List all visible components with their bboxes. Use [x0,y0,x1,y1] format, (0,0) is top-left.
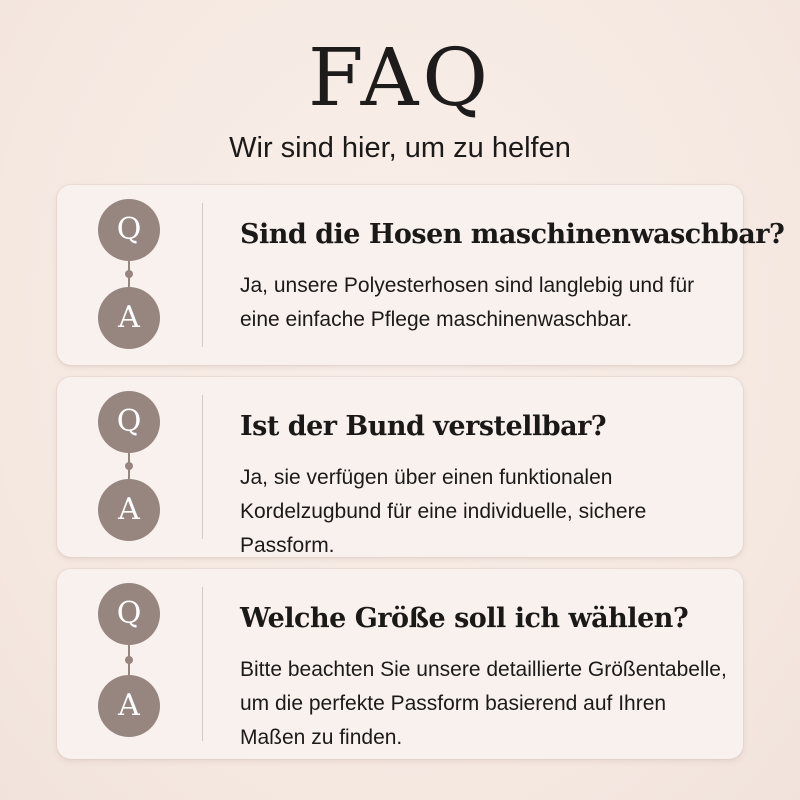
qa-marker [98,185,160,365]
question-badge: Q [98,199,160,261]
faq-question: Welche Größe soll ich wählen? [240,603,689,634]
card-divider [202,587,203,741]
answer-badge: A [98,479,160,541]
card-divider [202,203,203,347]
faq-answer: Ja, unsere Polyesterhosen sind langlebig und für eine einfache Pflege maschinenwaschbar. [240,274,695,331]
faq-item-1[interactable] [57,185,785,365]
faq-question: Sind die Hosen maschinenwaschbar? [240,219,785,250]
connector-line [128,645,130,675]
faq-answer: Ja, sie verfügen über einen funktionalen Kordelzugbund für eine individuelle, sichere Passform. [240,466,647,557]
card-divider [202,395,203,539]
faq-answer: Bitte beachten Sie unsere detaillierte Größentabelle, um die perfekte Passform basierend auf Ihren Maßen zu finden. [240,658,727,749]
faq-item-2[interactable] [57,377,743,557]
question-badge: Q [98,391,160,453]
question-badge: Q [98,583,160,645]
page-subtitle: Wir sind hier, um zu helfen [229,132,571,164]
connector-line [128,261,130,287]
faq-question: Ist der Bund verstellbar? [240,411,607,442]
answer-badge: A [98,675,160,737]
answer-badge: A [98,287,160,349]
page-title: FAQ [308,31,492,124]
qa-marker [98,569,160,759]
connector-line [128,453,130,479]
faq-item-3[interactable] [57,569,743,759]
qa-marker [98,377,160,557]
